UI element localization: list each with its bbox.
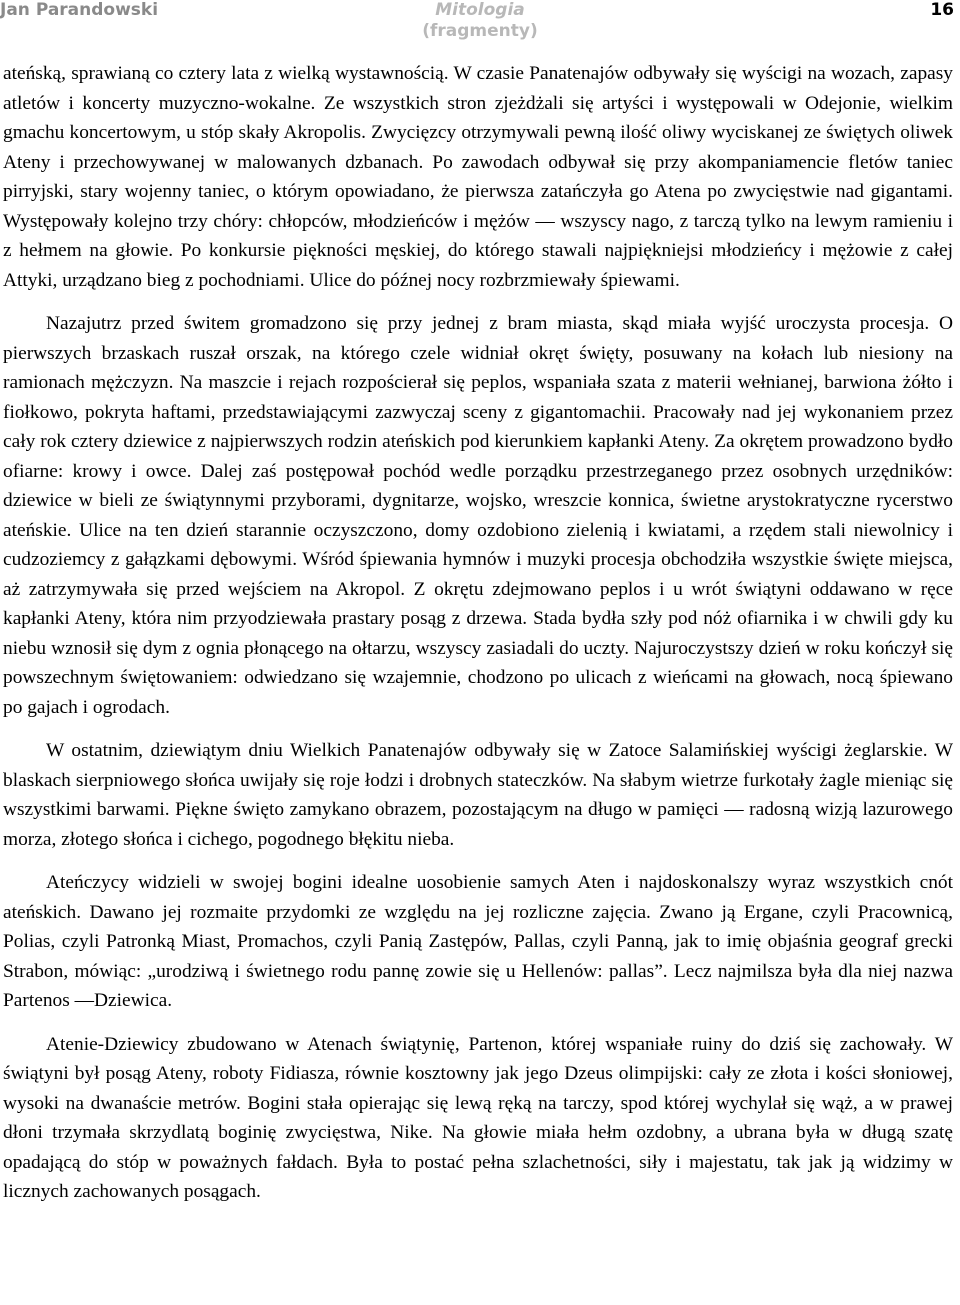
book-title: Mitologia (435, 0, 525, 20)
book-title-block (0, 0, 960, 42)
page-body (3, 59, 953, 1221)
paragraph: Atenie-Dziewicy zbudowano w Atenach świątynię, Partenon, której wspaniałe ruiny do dziś się zachowały. W świątyni był posąg Ateny, roboty Fidiasza, równie kosztowny jak jego Dzeus olimpijski: cały ze złota i kości słoniowej, wysoki na dwanaście metrów. Bogini stała opierając się lewą ręką na tarczy, spod której wychylał się wąż, a w prawej dłoni trzymała skrzydlatą boginię zwycięstwa, Nike. Na głowie miała hełm ozdobny, a ubrana była w długą szatę opadającą do stóp w poważnych fałdach. Była to postać pełna szlachetności, siły i majestatu, tak jak ją widzimy w licznych zachowanych posągach. (3, 1033, 953, 1202)
page-number: 16 (930, 0, 954, 20)
book-subtitle: (fragmenty) (422, 21, 538, 41)
paragraph: W ostatnim, dziewiątym dniu Wielkich Panatenajów odbywały się w Zatoce Salamińskiej wyścigi żeglarskie. W blaskach sierpniowego słońca uwijały się roje łodzi i drobnych stateczków. Na słabym wietrze furkotały żagle mieniąc się wszystkimi barwami. Piękne święto zamykano obrazem, pozostającym na długo w pamięci — radosną wizją lazurowego morza, złotego słońca i cichego, pogodnego błękitu nieba. (3, 740, 953, 850)
paragraph: Ateńczycy widzieli w swojej bogini idealne uosobienie samych Aten i najdoskonalszy wyraz wszystkich cnót ateńskich. Dawano jej rozmaite przydomki ze względu na jej rozliczne zajęcia. Zwano ją Ergane, czyli Pracownicą, Polias, czyli Patronką Miast, Promachos, czyli Panią Zastępów, Pallas, czyli Panną, jak to imię objaśnia geograf grecki Strabon, mówiąc: „urodziwą i świetnego rodu pannę zowie się u Hellenów: pallas”. Lecz najmilsza była dla niej nazwa Partenos —Dziewica. (3, 872, 953, 1011)
paragraph: Nazajutrz przed świtem gromadzono się przy jednej z bram miasta, skąd miała wyjść uroczysta procesja. O pierwszych brzaskach ruszał orszak, na którego czele widniał okręt święty, posuwany na kołach lub niesiony na ramionach mężczyzn. Na maszcie i rejach rozpościerał się peplos, wspaniała szata z materii wełnianej, barwiona żółto i fiołkowo, pokryta haftami, przedstawiającymi zazwyczaj sceny z gigantomachii. Pracowały nad jej wykonaniem przez cały rok cztery dziewice z najpierwszych rodzin ateńskich pod kierunkiem kapłanki Ateny. Za okrętem prowadzono bydło ofiarne: krowy i owce. Dalej zaś postępował pochód wedle porządku przestrzeganego przez osobnych urzędników: dziewice w bieli ze świątynnymi przyborami, dygnitarze, wojsko, wreszcie konnica, świetne arystokratyczne rycerstwo ateńskie. Ulice na ten dzień starannie oczyszczono, domy ozdobiono zielenią i kwiatami, a rzędem stali niewolnicy i cudzoziemcy z gałązkami dębowymi. Wśród śpiewania hymnów i muzyki procesja obchodziła wszystkie święte miejsca, aż zatrzymywała się przed wejściem na Akropol. Z okrętu zdejmowano peplos i u wrót świątyni oddawano w ręce kapłanki Ateny, która nim przyodziewała prastary posąg z drzewa. Stada bydła szły pod nóż ofiarnika i w chwili gdy ku niebu wznosił się dym z ognia płonącego na ołtarzu, wszyscy zasiadali do uczty. Najuroczystszy dzień w roku kończył się powszechnym świętowaniem: odwiedzano się wzajemnie, chodzono po ulicach z wieńcami na głowach, nocą śpiewano po gajach i ogrodach. (3, 313, 953, 718)
paragraph: ateńską, sprawianą co cztery lata z wielką wystawnością. W czasie Panatenajów odbywały się wyścigi na wozach, zapasy atletów i koncerty muzyczno-wokalne. Ze wszystkich stron zjeżdżali się artyści i występowali w Odejonie, wielkim gmachu koncertowym, u stóp skały Akropolis. Zwycięzcy otrzymywali pewną ilość oliwy wyciskanej ze świętych oliwek Ateny i przechowywanej w malowanych dzbanach. Po zawodach odbywał się przy akompaniamencie fletów taniec pirryjski, stary wojenny taniec, o którym opowiadano, że pierwsza zatańczyła go Atena po zwycięstwie nad gigantami. Występowały kolejno trzy chóry: chłopców, młodzieńców i mężów — wszyscy nago, z tarczą tylko na lewym ramieniu i z hełmem na głowie. Po konkursie piękności męskiej, do którego stawali najpiękniejsi młodzieńcy i mężowie z całej Attyki, urządzano bieg z pochodniami. Ulice do późnej nocy rozbrzmiewały śpiewami. (3, 63, 953, 291)
book-author: Jan Parandowski (0, 0, 159, 20)
page-header (0, 0, 960, 50)
